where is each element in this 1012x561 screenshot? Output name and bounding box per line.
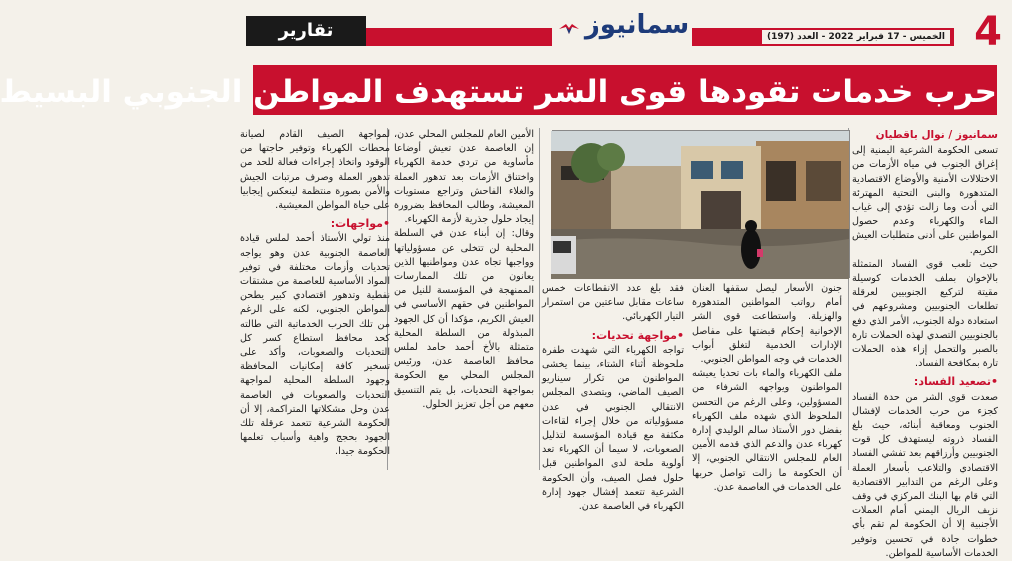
- paragraph: لمواجهة الصيف القادم لصيانة محطات الكهرباء وتوفير حاجتها من الوقود واتخاذ إجراءات فعالة للحد من تدهور العملة وصرف مرتبات الجيش والأمن بصورة منتظمة لينعكس إيجابيا على حياة المواطن المعيشية.: [240, 129, 390, 212]
- article-column-4: [394, 128, 534, 412]
- newspaper-logo: [552, 8, 692, 46]
- article-column-1: [852, 128, 998, 561]
- paragraph: ملف الكهرباء والماء بات تحديا يعيشه المواطنون ويواجهه الشرفاء من المسؤولين، وعلى الرغم من التحسن الملحوظ الذي شهده ملف الكهرباء بفضل دور الأستاذ سالم الوليدي إدارة كهرباء عدن والدعم الذي قدمه الأمين العام للمجلس الانتقالي الجنوبي، إلا أن الحكومة ما زالت تواصل حربها على الخدمات في العاصمة عدن.: [692, 368, 842, 493]
- paragraph: حيث تلعب قوى الفساد المتمثلة بالإخوان بملف الخدمات كوسيلة مقيتة لتركيع الجنوبيين لعرقلة تطلعات الجنوبيين ومشروعهم في استعادة دولة الجنوب، الأمر الذي دفع بالجنوبيين التصدي لهذه الحملات تارة بالصبر والتحمل إزاء هذه الحملات تارة بمكافحة الفساد.: [852, 258, 998, 370]
- article-column-3: [542, 282, 684, 514]
- paragraph: وقال: إن أبناء عدن في السلطة المحلية لن تتخلى عن مسؤولياتها وواجبها تجاه عدن ومواطنيها الذين يعانون من تلك الممارسات الممنهجة في المؤسسة للنيل من المواطنين في حقهم الأساسي في العيش الكريم، مؤكدا أن كل الجهود المبذولة من السلطة المحلية متمثلة بالأخ أحمد حامد لملس محافظ العاصمة عدن، ورئيس المجلس المحلي مع الحكومة بمواجهة التحديات، بل يتم التنسيق معهم من أجل تعزيز الحلول.: [394, 228, 534, 410]
- paragraph: فقد بلغ عدد الانقطاعات خمس ساعات مقابل ساعتين من استمرار التيار الكهربائي.: [542, 283, 684, 323]
- eagle-icon: [558, 22, 580, 36]
- street-scene-photo: [552, 130, 850, 278]
- subheading: •مواجهة تحديات:: [591, 328, 684, 342]
- paragraph: صعدت قوى الشر من حدة الفساد كجزء من حرب الخدمات لإفشال الجنوب ومعاقبة أبنائه، حيث بلغ الفساد ذروته ليستهدف كل قوت الجنوبيين وأرزاقهم بعد تفشي الفساد الاقتصادي والتلاعب بأسعار العملة وعلى الرغم من التدابير الاقتصادية التي قام بها البنك المركزي في وقف نزيف الريال اليمني أمام العملات الأجنبية إلا أن الحكومة لم تقم بأي خطوات جادة في تحسين وتوفير الخدمات الأساسية للمواطن.: [852, 391, 998, 559]
- masthead: [232, 0, 1012, 58]
- headline-bar: [0, 62, 1000, 118]
- article-column-5: [240, 128, 390, 460]
- paragraph: تسعى الحكومة الشرعية اليمنية إلى إغراق الجنوب في مياه الأزمات من الاختلالات الأمنية والأوضاع الاقتصادية المتدهورة والبنى التحتية المهترئة التي أدت وما زالت تؤدي إلى غياب الماء والكهرباء وعدم حصول المواطنين على أدنى متطلبات العيش الكريم.: [852, 145, 998, 256]
- headline: حرب خدمات تقودها قوى الشر تستهدف المواطن الجنوبي البسيط: [0, 74, 997, 110]
- logo-text: سمانيوز: [584, 10, 690, 40]
- paragraph: جنون الأسعار ليصل سقفها العنان أمام رواتب المواطنين المتدهورة والهزيلة. واستطاعت قوى الشر الإخوانية إحكام قبضتها على مفاصل الإدارات الخدمية لتغلق أبواب الخدمات في وجه المواطن الجنوبي.: [692, 283, 842, 366]
- paragraph: منذ تولي الأستاذ أحمد لملس قيادة العاصمة الجنوبية عدن وهو يواجه تحديات وأزمات مختلفة في توفير المواد الأساسية للعاصمة من مشتقات نفطية وتدهور اقتصادي كبير يطحن المواطن الجنوبي، لكنه على الرغم من تلك الحرب الخدماتية التي طالته كحد محافظ استطاع كسر كل التحديات والصعوبات، وأكد على تسخير كافة إمكانيات المحافظة وجهود السلطة المحلية لمواجهة التحديات والصعوبات في العاصمة عدن وحل مشكلاتها المتراكمة، إلا أن الحكومة الشرعية تتعمد عرقلة تلك الجهود بحجج واهية وأسباب تعلمها الحكومة جيدا.: [240, 233, 390, 458]
- subheading: •تصعيد الفساد:: [913, 375, 998, 389]
- photo-illustration: [551, 131, 849, 279]
- paragraph: تواجه الكهرباء التي شهدت طفرة ملحوظة أثناء الشتاء، بينما يخشى المواطنون من تكرار سيناريو الصيف الماضي، ويتصدى المجلس الانتقالي الجنوبي في عدن مسؤولياته من خلال إجراء لقاءات مكثفة مع قيادة المؤسسة لتذليل الصعوبات، لا سيما أن الكهرباء تعد أولوية ملحة لدى المواطنين قبل حلول فصل الصيف، وأن الحكومة الشرعية تتعمد إفشال جهود إدارة الكهرباء في العاصمة عدن.: [542, 344, 684, 513]
- byline: سمانيوز / نوال باقطيان: [875, 129, 998, 141]
- column-divider: [539, 128, 540, 470]
- article-column-2: [692, 282, 842, 495]
- section-tab: تقارير: [246, 16, 366, 46]
- issue-meta: الخميس - 17 فبراير 2022 - العدد (197): [762, 30, 950, 44]
- subheading: •مواجهات:: [330, 217, 390, 231]
- paragraph: الأمين العام للمجلس المحلي عدن، إن العاصمة عدن تعيش أوضاعا مأساوية من تردي خدمة الكهرباء واختناق الأزمات بعد تدهور العملة والغلاء الفاحش وتراجع مستويات المعيشة، وطالب المحافظ بضرورة إيجاد حلول جذرية لأزمة الكهرباء.: [394, 129, 534, 226]
- page-number: 4: [974, 9, 1002, 55]
